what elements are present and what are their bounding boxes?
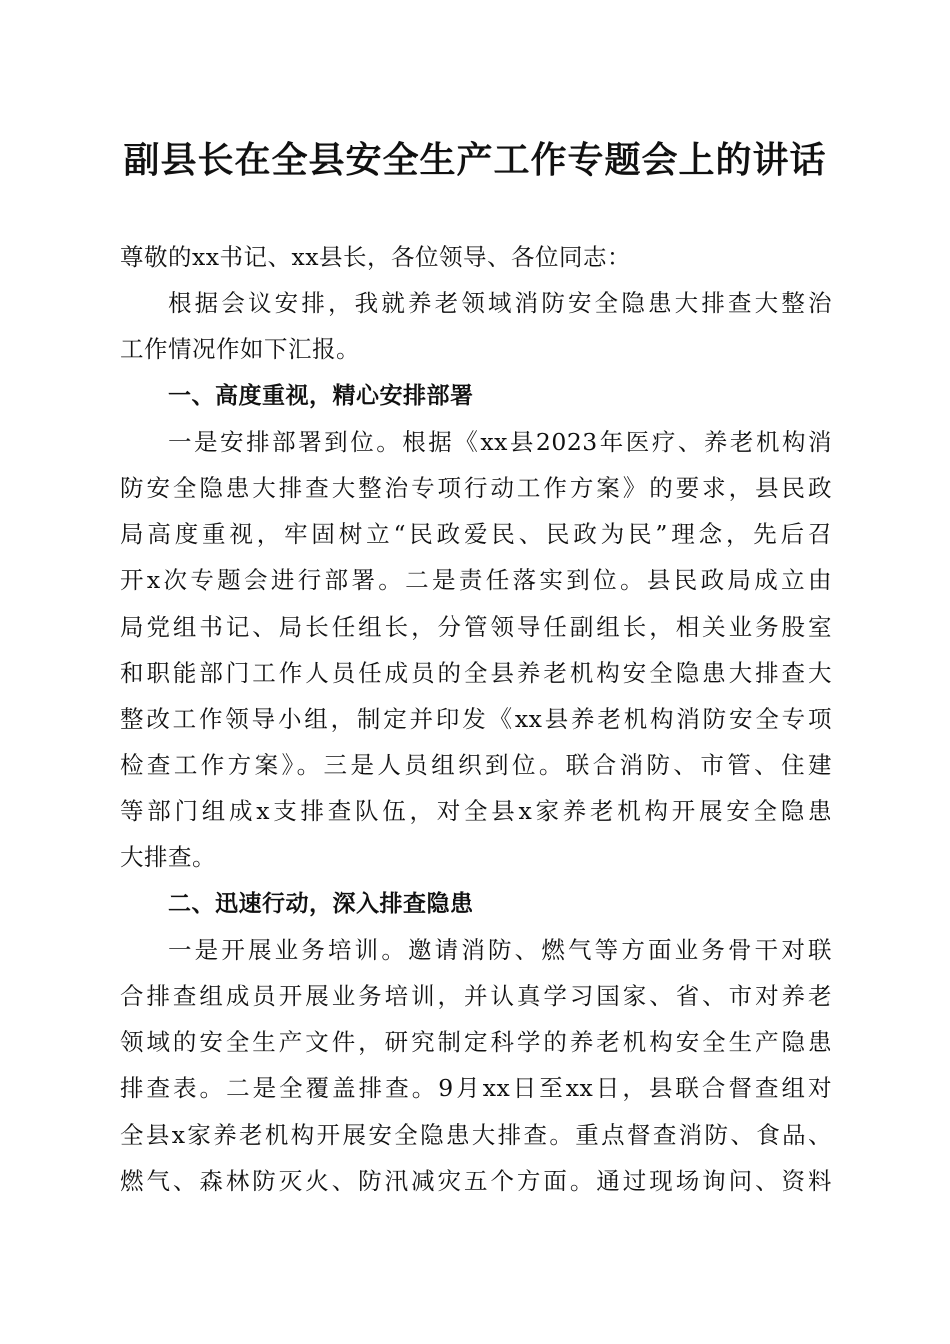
body-text-line: 一是安排部署到位。根据《xx县2023年医疗、养老机构消 (168, 427, 832, 456)
body-text-line: 和职能部门工作人员任成员的全县养老机构安全隐患大排查大 (120, 658, 832, 687)
body-text-line: 排查表。二是全覆盖排查。9月xx日至xx日，县联合督查组对 (120, 1074, 832, 1103)
body-text-line: 工作情况作如下汇报。 (120, 335, 360, 364)
body-text-line: 防安全隐患大排查大整治专项行动工作方案》的要求，县民政 (120, 473, 832, 502)
body-text-line: 领域的安全生产文件，研究制定科学的养老机构安全生产隐患 (120, 1028, 832, 1057)
body-text-line: 大排查。 (120, 843, 216, 872)
document-title: 副县长在全县安全生产工作专题会上的讲话 (123, 139, 827, 181)
body-text-line: 燃气、森林防灭火、防汛减灾五个方面。通过现场询问、资料 (120, 1166, 832, 1195)
body-text-line: 一是开展业务培训。邀请消防、燃气等方面业务骨干对联 (168, 935, 832, 964)
body-text-line: 检查工作方案》。三是人员组织到位。联合消防、市管、住建 (120, 751, 832, 780)
body-text-line: 合排查组成员开展业务培训，并认真学习国家、省、市对养老 (120, 982, 832, 1010)
body-text-line: 等部门组成x支排查队伍，对全县x家养老机构开展安全隐患 (120, 797, 832, 826)
body-text-line: 局党组书记、局长任组长，分管领导任副组长，相关业务股室 (120, 612, 832, 641)
body-text-line: 局高度重视，牢固树立“民政爱民、民政为民”理念，先后召 (120, 520, 832, 549)
body-text-line: 根据会议安排，我就养老领域消防安全隐患大排查大整治 (168, 289, 832, 318)
section-heading: 一、高度重视，精心安排部署 (168, 382, 474, 409)
body-text-line: 尊敬的xx书记、xx县长，各位领导、各位同志： (120, 243, 632, 271)
section-heading: 二、迅速行动，深入排查隐患 (168, 890, 474, 917)
body-text-line: 全县x家养老机构开展安全隐患大排查。重点督查消防、食品、 (120, 1120, 832, 1149)
body-text-line: 开x次专题会进行部署。二是责任落实到位。县民政局成立由 (120, 566, 832, 595)
body-text-line: 整改工作领导小组，制定并印发《xx县养老机构消防安全专项 (120, 704, 832, 733)
document-body (120, 234, 832, 1204)
